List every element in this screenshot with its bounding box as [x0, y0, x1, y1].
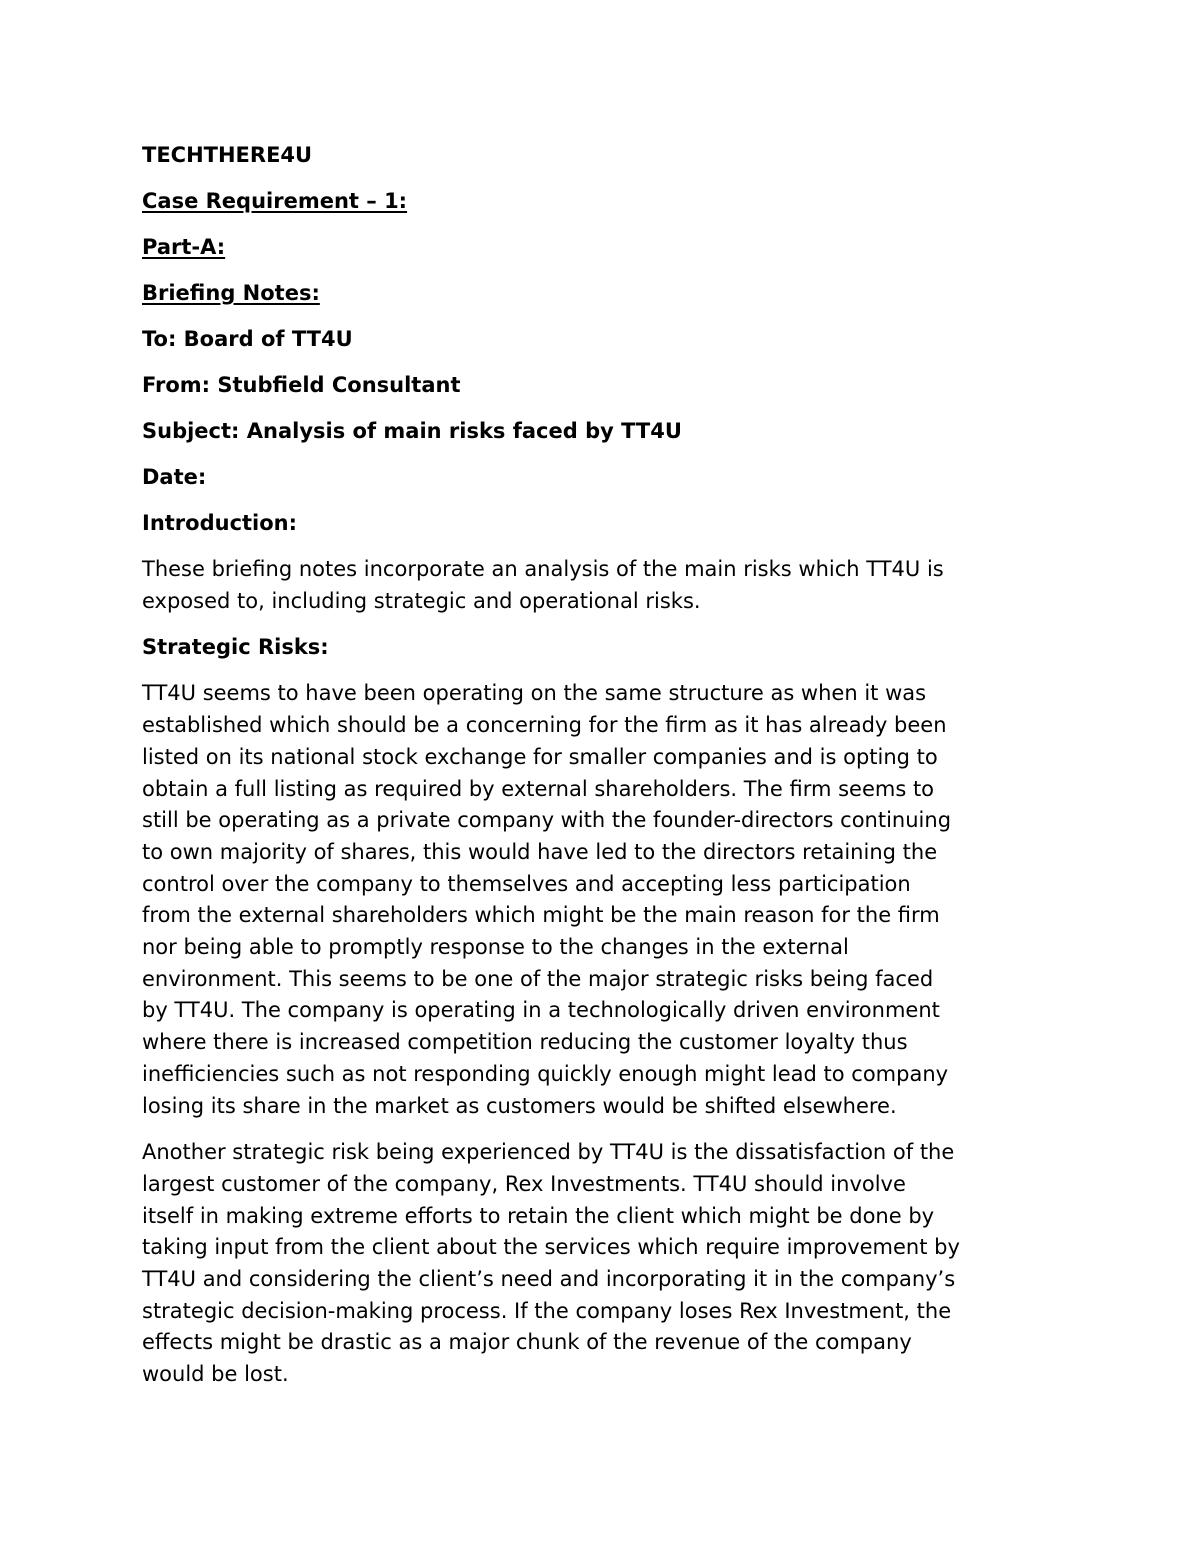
memo-date: Date: [142, 465, 207, 489]
introduction-heading: Introduction: [142, 511, 298, 535]
case-requirement-heading [142, 186, 1067, 217]
paragraph-line: largest customer of the company, Rex Investments. TT4U should involve [142, 1171, 906, 1196]
paragraph-line: established which should be a concerning for the firm as it has already been [142, 713, 947, 738]
paragraph-line: by TT4U. The company is operating in a technologically driven environment [142, 998, 940, 1023]
paragraph-line: These briefing notes incorporate an analysis of the main risks which TT4U is [142, 557, 944, 581]
strategic-risks-heading: Strategic Risks: [142, 635, 329, 660]
paragraph-line: exposed to, including strategic and operational risks. [142, 588, 701, 613]
paragraph-line: would be lost. [142, 1362, 289, 1387]
paragraph-line: still be operating as a private company with the founder-directors continuing [142, 808, 952, 833]
paragraph-line: from the external shareholders which might be the main reason for the firm [142, 903, 940, 928]
paragraph-line: environment. This seems to be one of the major strategic risks being faced [142, 966, 934, 991]
paragraph-line: control over the company to themselves and accepting less participation [142, 871, 911, 896]
strategic-paragraph-2 [142, 1137, 1067, 1391]
paragraph-line: strategic decision-making process. If the company loses Rex Investment, the [142, 1298, 952, 1323]
paragraph-line: taking input from the client about the services which require improvement by [142, 1235, 960, 1260]
memo-from: From: Stubfield Consultant [142, 373, 461, 397]
paragraph-line: nor being able to promptly response to the changes in the external [142, 935, 849, 960]
briefing-notes-heading [142, 278, 1067, 309]
paragraph-line: itself in making extreme efforts to retain the client which might be done by [142, 1203, 935, 1228]
paragraph-line: to own majority of shares, this would have led to the directors retaining the [142, 839, 938, 864]
paragraph-line: TT4U and considering the client’s need and incorporating it in the company’s [142, 1267, 956, 1292]
paragraph-line: listed on its national stock exchange for smaller companies and is opting to [142, 744, 938, 769]
introduction-paragraph [142, 554, 1067, 617]
strategic-paragraph-1 [142, 678, 1067, 1122]
briefing-notes-text: Briefing Notes: [142, 281, 320, 305]
paragraph-line: TT4U seems to have been operating on the same structure as when it was [142, 681, 927, 706]
paragraph-line: inefficiencies such as not responding quickly enough might lead to company [142, 1061, 949, 1086]
memo-subject: Subject: Analysis of main risks faced by TT4U [142, 419, 682, 443]
part-text: Part-A: [142, 235, 226, 259]
paragraph-line: losing its share in the market as customers would be shifted elsewhere. [142, 1093, 897, 1118]
part-heading [142, 232, 1067, 263]
paragraph-line: where there is increased competition reducing the customer loyalty thus [142, 1030, 908, 1055]
case-requirement-text: Case Requirement – 1: [142, 189, 408, 213]
paragraph-line: obtain a full listing as required by external shareholders. The firm seems to [142, 776, 935, 801]
paragraph-line: Another strategic risk being experienced by TT4U is the dissatisfaction of the [142, 1140, 955, 1165]
document-page [142, 140, 1067, 1406]
memo-to: To: Board of TT4U [142, 327, 353, 351]
paragraph-line: effects might be drastic as a major chunk of the revenue of the company [142, 1330, 912, 1355]
document-title: TECHTHERE4U [142, 143, 313, 167]
